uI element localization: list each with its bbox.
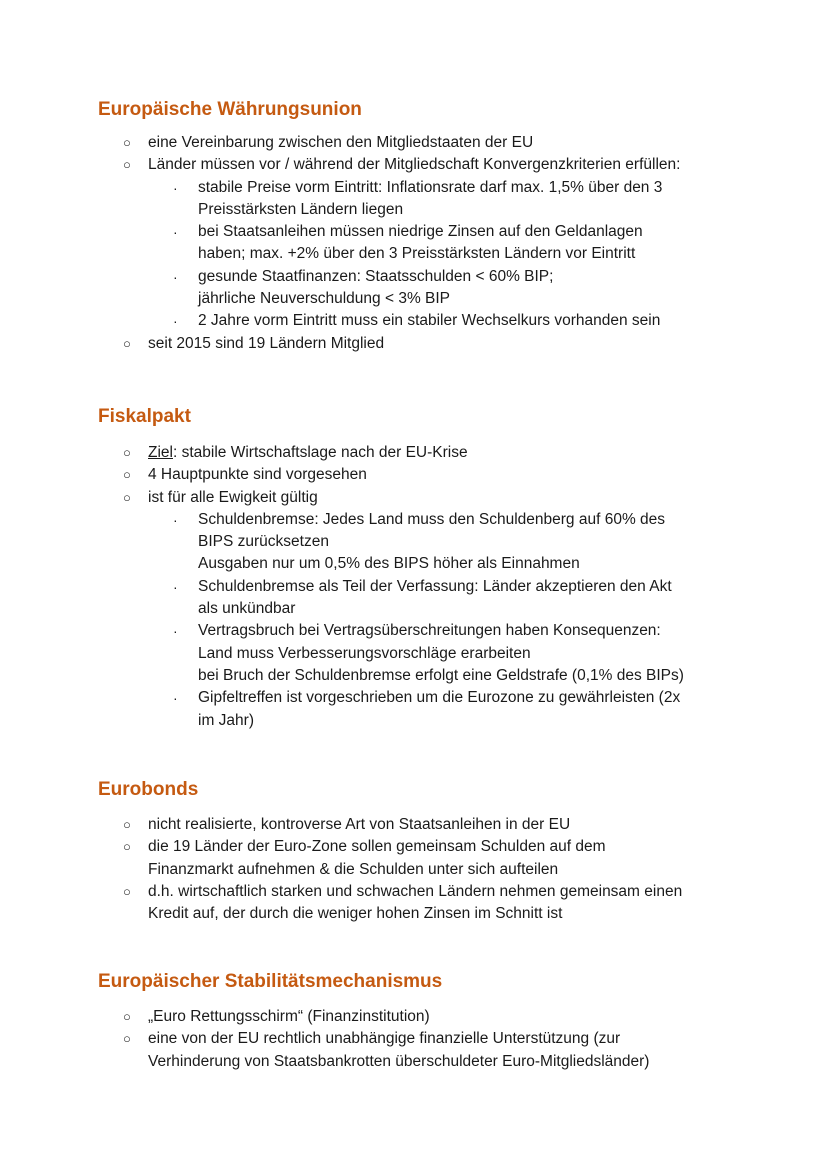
list-item (98, 487, 758, 732)
list-item-line: Verhinderung von Staatsbankrotten überschuldeter Euro-Mitgliedsländer) (148, 1052, 650, 1070)
list-item (98, 442, 758, 464)
list-item (98, 814, 758, 836)
list-item-line: Kredit auf, der durch die weniger hohen Zinsen im Schnitt ist (148, 905, 563, 923)
sub-item-line: BIPS zurücksetzen (198, 533, 329, 551)
list-item-text: seit 2015 sind 19 Ländern Mitglied (148, 334, 385, 352)
circle-bullet-icon: ○ (123, 817, 131, 832)
circle-bullet-icon: ○ (123, 1009, 131, 1024)
list-item-text: eine Vereinbarung zwischen den Mitgliedstaaten der EU (148, 134, 534, 151)
sub-item-line: jährliche Neuverschuldung < 3% BIP (198, 290, 451, 308)
sub-list-item (173, 221, 758, 266)
list-item (98, 464, 758, 486)
circle-bullet-icon: ○ (123, 489, 131, 505)
circle-bullet-icon: ○ (123, 157, 131, 173)
sub-list-item (173, 620, 758, 687)
section-heading: Europäischer Stabilitätsmechanismus (98, 971, 443, 992)
sub-item-line: 2 Jahre vorm Eintritt muss ein stabiler Wechselkurs vorhanden sein (198, 312, 661, 330)
sub-list-item (173, 310, 758, 332)
sub-list-item (173, 509, 758, 576)
list-item (98, 333, 758, 355)
sub-item-line: gesunde Staatfinanzen: Staatsschulden < 60% BIP; (198, 267, 554, 285)
bullet-list (98, 132, 758, 355)
sub-bullet-list (148, 509, 758, 732)
circle-bullet-icon: ○ (123, 883, 131, 899)
list-item-line: eine von der EU rechtlich unabhängige finanzielle Unterstützung (zur (148, 1030, 621, 1048)
sub-list-item (173, 687, 758, 732)
section-waehrungsunion (98, 98, 758, 355)
list-item (98, 154, 758, 332)
list-item (98, 132, 758, 154)
list-item-line: die 19 Länder der Euro-Zone sollen gemeinsam Schulden auf dem (148, 838, 606, 856)
section-heading: Europäische Währungsunion (98, 99, 362, 120)
dot-bullet-icon: · (173, 511, 178, 528)
list-item (98, 1006, 758, 1028)
dot-bullet-icon: · (173, 690, 178, 707)
circle-bullet-icon: ○ (123, 839, 131, 855)
sub-item-line: stabile Preise vorm Eintritt: Inflationsrate darf max. 1,5% über den 3 (198, 178, 663, 196)
sub-item-line: als unkündbar (198, 600, 296, 618)
list-item (98, 1028, 758, 1073)
sub-item-line: haben; max. +2% über den 3 Preisstärksten Ländern vor Eintritt (198, 245, 636, 263)
bullet-list (98, 814, 758, 925)
list-item-text: ist für alle Ewigkeit gültig (148, 488, 318, 506)
sub-item-line: Land muss Verbesserungsvorschläge erarbeiten (198, 644, 531, 662)
list-item-line: Finanzmarkt aufnehmen & die Schulden unter sich aufteilen (148, 860, 559, 878)
section-eurobonds (98, 778, 758, 925)
list-item-label: Ziel (148, 444, 173, 461)
circle-bullet-icon: ○ (123, 1031, 131, 1047)
sub-list-item (173, 576, 758, 621)
list-item (98, 836, 758, 881)
sub-item-line: Ausgaben nur um 0,5% des BIPS höher als Einnahmen (198, 555, 580, 573)
list-item-line: d.h. wirtschaftlich starken und schwachen Ländern nehmen gemeinsam einen (148, 882, 683, 900)
sub-item-line: im Jahr) (198, 711, 254, 729)
circle-bullet-icon: ○ (123, 467, 131, 483)
section-heading: Eurobonds (98, 779, 199, 800)
dot-bullet-icon: · (173, 313, 178, 330)
list-item-text: : stabile Wirtschaftslage nach der EU-Krise (172, 444, 468, 461)
sub-item-line: Schuldenbremse als Teil der Verfassung: Länder akzeptieren den Akt (198, 577, 672, 595)
dot-bullet-icon: · (173, 268, 178, 285)
circle-bullet-icon: ○ (123, 445, 131, 460)
circle-bullet-icon: ○ (123, 135, 131, 150)
sub-item-line: Schuldenbremse: Jedes Land muss den Schuldenberg auf 60% des (198, 510, 666, 528)
sub-list-item (173, 266, 758, 311)
sub-item-line: Gipfeltreffen ist vorgeschrieben um die Eurozone zu gewährleisten (2x (198, 689, 681, 707)
list-item-text: Länder müssen vor / während der Mitgliedschaft Konvergenzkriterien erfüllen: (148, 156, 681, 174)
sub-list-item (173, 177, 758, 222)
list-item-line: „Euro Rettungsschirm“ (Finanzinstitution) (148, 1008, 430, 1025)
dot-bullet-icon: · (173, 179, 178, 196)
sub-item-line: bei Bruch der Schuldenbremse erfolgt eine Geldstrafe (0,1% des BIPs) (198, 666, 684, 684)
dot-bullet-icon: · (173, 578, 178, 595)
circle-bullet-icon: ○ (123, 335, 131, 351)
section-stabilitaetsmechanismus (98, 970, 758, 1073)
section-fiskalpakt (98, 405, 758, 732)
dot-bullet-icon: · (173, 623, 178, 640)
sub-item-line: bei Staatsanleihen müssen niedrige Zinsen auf den Geldanlagen (198, 223, 643, 241)
dot-bullet-icon: · (173, 224, 178, 241)
sub-item-line: Vertragsbruch bei Vertragsüberschreitungen haben Konsequenzen: (198, 622, 661, 640)
section-heading: Fiskalpakt (98, 406, 191, 427)
bullet-list (98, 1006, 758, 1073)
list-item (98, 881, 758, 926)
list-item-text: 4 Hauptpunkte sind vorgesehen (148, 466, 367, 484)
sub-item-line: Preisstärksten Ländern liegen (198, 200, 404, 218)
list-item-line: nicht realisierte, kontroverse Art von Staatsanleihen in der EU (148, 816, 571, 833)
bullet-list (98, 442, 758, 732)
sub-bullet-list (148, 177, 758, 333)
